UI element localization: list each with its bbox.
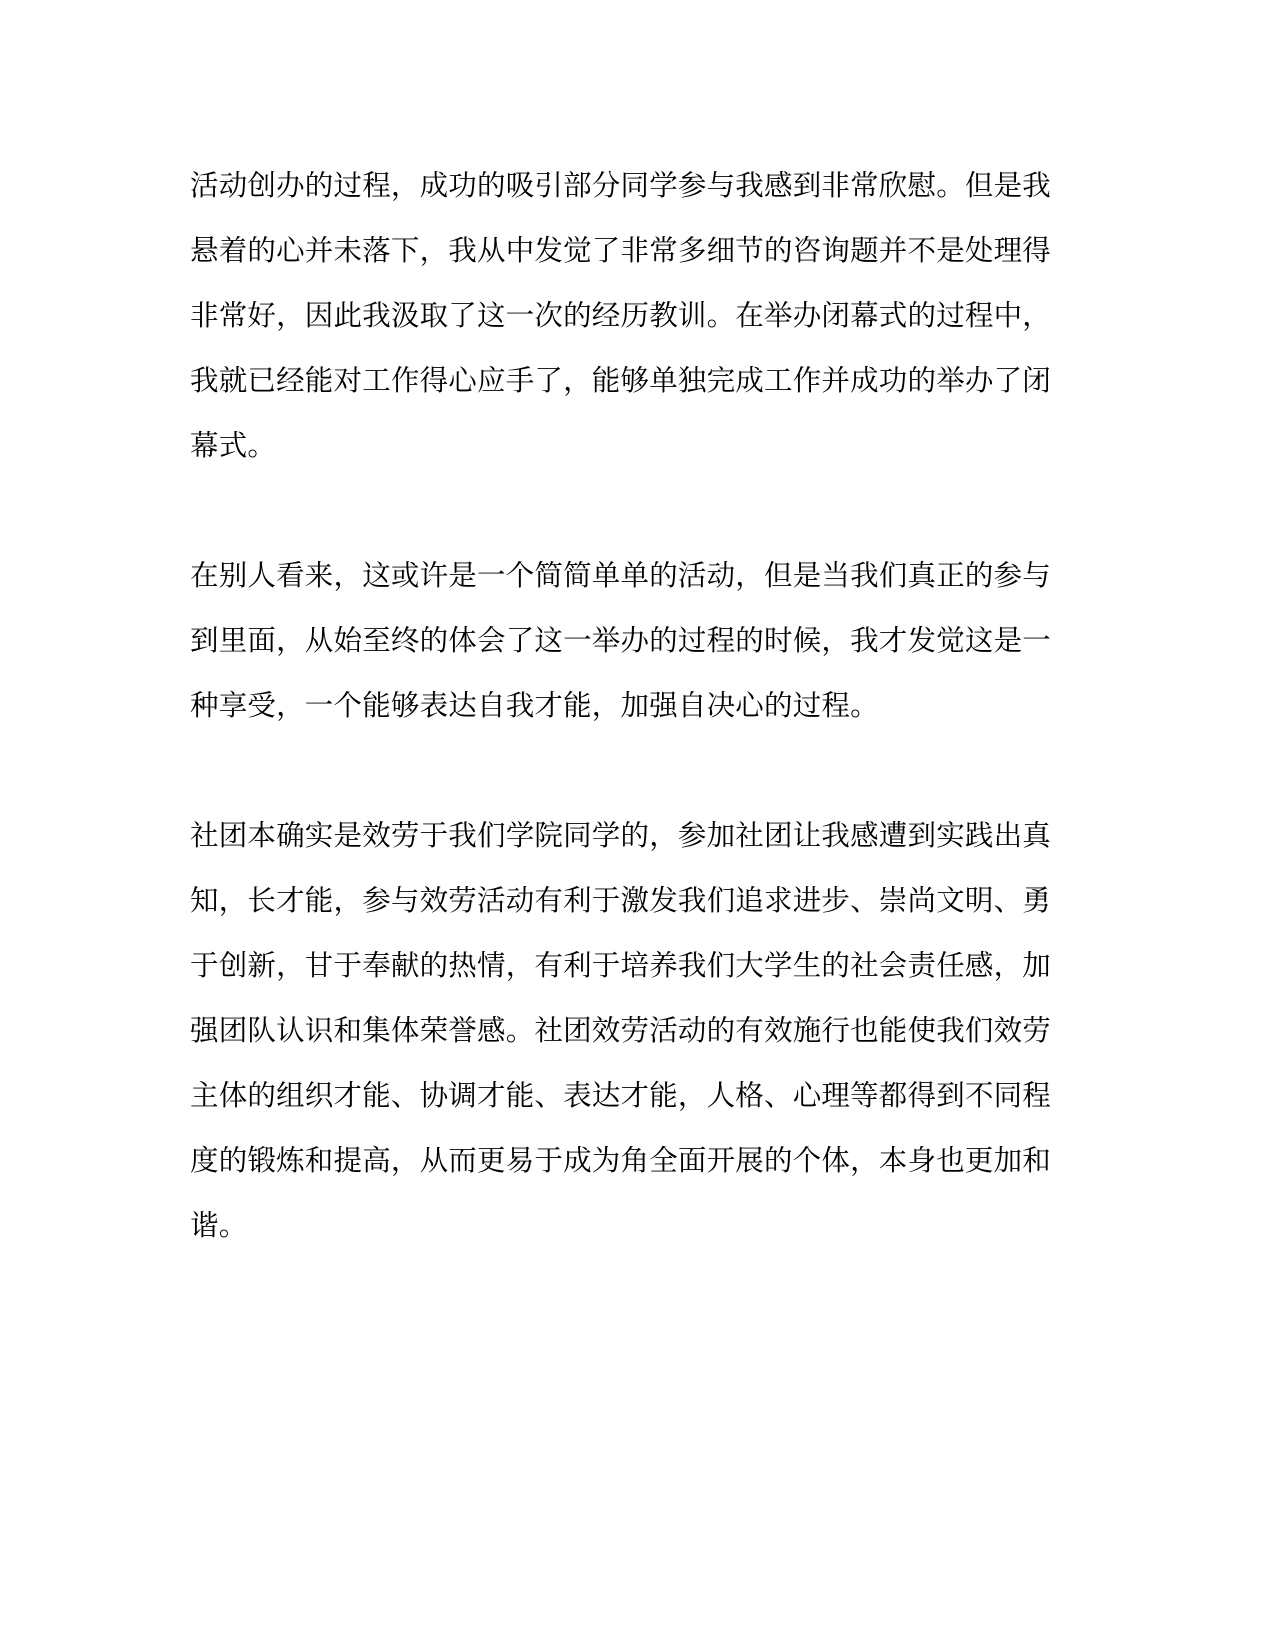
paragraph-spacer <box>190 747 1070 812</box>
paragraph-line: 非常好，因此我汲取了这一次的经历教训。在举办闭幕式的过程中， <box>190 299 1052 332</box>
paragraph-line: 种享受，一个能够表达自我才能，加强自决心的过程。 <box>190 689 879 722</box>
paragraph-line: 谐。 <box>190 1209 248 1242</box>
paragraph-line: 强团队认识和集体荣誉感。社团效劳活动的有效施行也能使我们效劳 <box>190 1014 1052 1047</box>
paragraph-line: 到里面，从始至终的体会了这一举办的过程的时候，我才发觉这是一 <box>190 624 1052 657</box>
paragraph-spacer <box>190 487 1070 552</box>
paragraph-line: 社团本确实是效劳于我们学院同学的，参加社团让我感遭到实践出真 <box>190 819 1052 852</box>
paragraph-2 <box>190 552 1070 747</box>
paragraph-line: 知，长才能，参与效劳活动有利于激发我们追求进步、崇尚文明、勇 <box>190 884 1052 917</box>
paragraph-line: 主体的组织才能、协调才能、表达才能，人格、心理等都得到不同程 <box>190 1079 1052 1112</box>
paragraph-line: 幕式。 <box>190 429 277 462</box>
document-body <box>190 162 1070 1267</box>
paragraph-line: 在别人看来，这或许是一个简简单单的活动，但是当我们真正的参与 <box>190 559 1052 592</box>
paragraph-line: 悬着的心并未落下，我从中发觉了非常多细节的咨询题并不是处理得 <box>190 234 1052 267</box>
paragraph-line: 于创新，甘于奉献的热情，有利于培养我们大学生的社会责任感，加 <box>190 949 1052 982</box>
paragraph-line: 活动创办的过程，成功的吸引部分同学参与我感到非常欣慰。但是我 <box>190 169 1052 202</box>
paragraph-line: 我就已经能对工作得心应手了，能够单独完成工作并成功的举办了闭 <box>190 364 1052 397</box>
paragraph-3 <box>190 812 1070 1267</box>
paragraph-line: 度的锻炼和提高，从而更易于成为角全面开展的个体，本身也更加和 <box>190 1144 1052 1177</box>
paragraph-1 <box>190 162 1070 487</box>
